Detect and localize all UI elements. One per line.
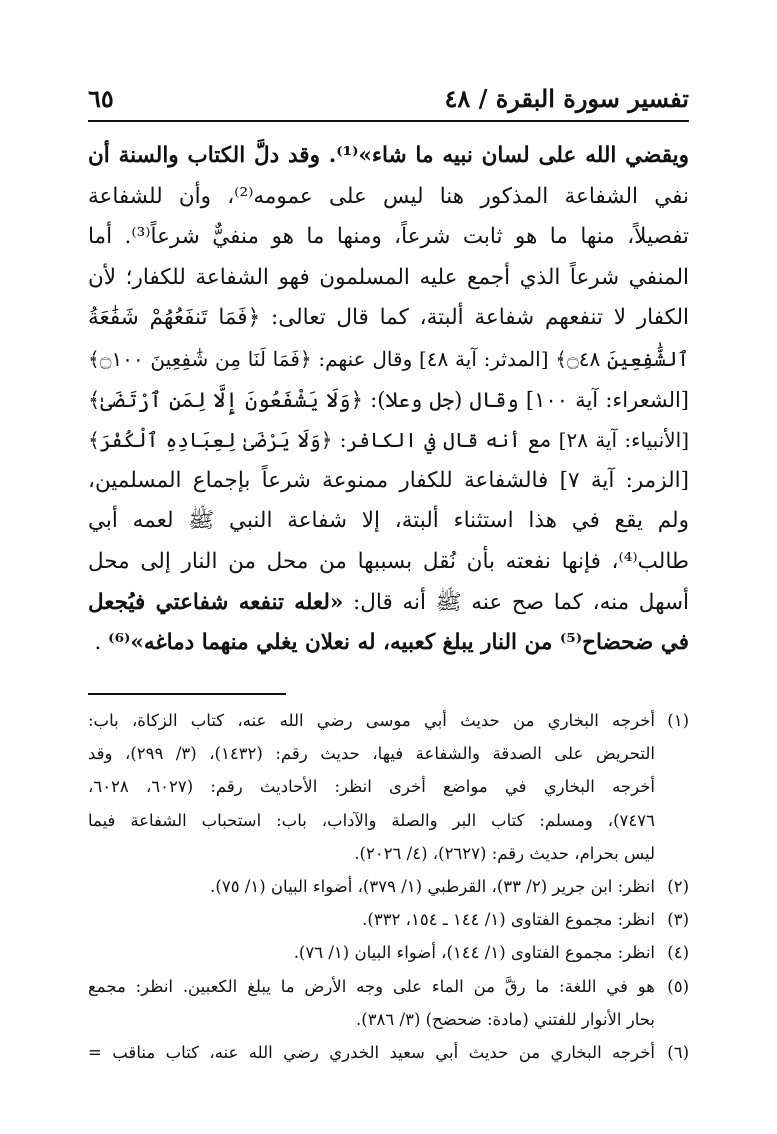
text-segment: .: [94, 630, 109, 656]
footnote-1: [88, 704, 689, 737]
footnote-5: [88, 970, 689, 1003]
footnote-number: (٥): [667, 976, 689, 996]
footnote-text: أخرجه البخاري من حديث أبي موسى رضي الله عنه، كتاب الزكاة، باب:: [88, 711, 655, 730]
footnote-2: [88, 870, 689, 903]
text-line: ولم يقع في هذا استثناء ألبتة، إلا شفاعة النبي ﷺ لعمه أبي: [88, 508, 689, 534]
page-header: [88, 84, 689, 118]
footnote-line: أخرجه البخاري في مواضع أخرى انظر: الأحاديث رقم: (٦٠٢٧، ٦٠٢٨،: [88, 777, 656, 797]
footnote-line: بحار الأنوار للفتني (مادة: ضحضح) (٣/ ٣٨٦).: [356, 1009, 655, 1029]
text-line: [الشعراء: آية ١٠٠] وقال (جل وعلا): ﴿وَلَا يَشْفَعُونَ إِلَّا لِمَنِ ٱرْتَضَىٰ﴾: [88, 387, 689, 412]
footnote-3: [88, 903, 689, 936]
footnote-line: ليس بحرام، حديث رقم: (٢٦٢٧)، (٤/ ٢٠٢٦).: [354, 843, 655, 863]
footnote-number: (١): [667, 711, 689, 730]
text-line: [88, 583, 689, 624]
text-line: ويقضي الله على لسان نبيه ما شاء»⁽¹⁾. وقد دلَّ الكتاب والسنة أن: [88, 143, 689, 168]
text-line: [الزمر: آية ٧] فالشفاعة للكفار ممنوعة شرعاً بإجماع المسلمين،: [88, 467, 689, 493]
hadith-quote: «لعله تنفعه شفاعتي فيُجعل: [88, 589, 344, 615]
footnote-text: انظر: ابن جرير (٢/ ٣٣)، القرطبي (١/ ٣٧٩)، أضواء البيان (١/ ٧٥).: [210, 876, 655, 896]
text-line: المنفي شرعاً الذي أجمع عليه المسلمون فهو الشفاعة للكفار؛ لأن: [88, 264, 689, 290]
running-title: تفسير سورة البقرة / ٤٨: [444, 84, 689, 113]
text-line: الكفار لا تنفعهم شفاعة ألبتة، كما قال تعالى: ﴿فَمَا تَنفَعُهُمْ شَفَٰعَةُ: [88, 305, 689, 331]
footnote-line: ٧٤٧٦)، ومسلم: كتاب البر والصلة والآداب، باب: استحباب الشفاعة فيما: [88, 810, 655, 830]
text-line: طالب⁽⁴⁾، فإنها نفعته بأن نُقل بسببها من محل من النار إلى محل: [88, 548, 689, 574]
footnote-number: (٣): [667, 910, 689, 930]
footnote-line: التحريض على الصدقة والشفاعة فيها، حديث رقم: (١٤٣٢)، (٣/ ٢٩٩)، وقد: [88, 744, 655, 764]
footnote-text: انظر: مجموع الفتاوى (١/ ١٤٤ ـ ١٥٤، ٣٣٢).: [362, 910, 655, 930]
footnote-number: (٤): [667, 943, 689, 963]
text-line: [88, 623, 689, 664]
hadith-quote: في ضحضاح⁽⁵⁾ من النار يبلغ كعبيه، له نعلان يغلي منهما دماغه»⁽⁶⁾: [108, 630, 689, 656]
footnote-number: (٢): [667, 876, 689, 896]
footnote-6: [88, 1036, 689, 1069]
footnote-4: [88, 936, 689, 969]
text-segment: أسهل منه، كما صح عنه ﷺ أنه قال:: [343, 589, 689, 615]
footnote-separator: [88, 693, 286, 695]
footnote-text: هو في اللغة: ما رقَّ من الماء على وجه الأرض ما يبلغ الكعبين. انظر: مجمع: [88, 976, 655, 996]
footnotes: [88, 704, 689, 1069]
text-line: نفي الشفاعة المذكور هنا ليس على عمومه⁽²⁾، وأن للشفاعة: [88, 183, 689, 209]
footnote-text: أخرجه البخاري من حديث أبي سعيد الخدري رضي الله عنه، كتاب مناقب =: [88, 1042, 655, 1062]
text-line: ٱلشَّٰفِعِينَ ۝٤٨﴾ [المدثر: آية ٤٨] وقال عنهم: ﴿فَمَا لَنَا مِن شَٰفِعِينَ ۝١٠٠﴾: [88, 346, 689, 371]
text-line: [الأنبياء: آية ٢٨] مع أنه قال في الكافر: ﴿وَلَا يَرْضَىٰ لِعِبَادِهِ ٱلْكُفْرَ﴾: [88, 428, 689, 453]
text-line: تفصيلاً، منها ما هو ثابت شرعاً، ومنها ما هو منفيٌّ شرعاً⁽³⁾. أما: [88, 224, 689, 250]
header-rule: [88, 120, 689, 122]
footnote-text: انظر: مجموع الفتاوى (١/ ١٤٤)، أضواء البيان (١/ ٧٦).: [293, 943, 655, 963]
footnote-number: (٦): [667, 1042, 689, 1062]
main-text: [88, 136, 689, 664]
page-number: ٦٥: [88, 84, 114, 113]
